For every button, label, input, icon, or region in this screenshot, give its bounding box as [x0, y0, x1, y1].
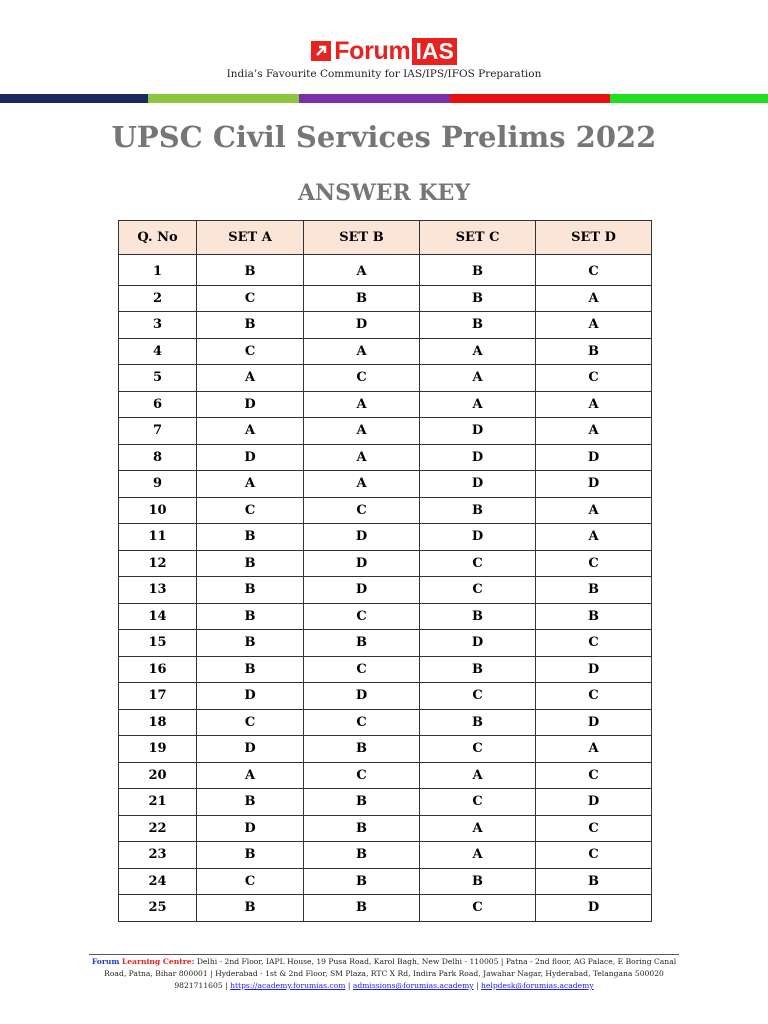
- table-row: [119, 603, 652, 630]
- strip-segment: [610, 94, 768, 103]
- answer-cell: B: [304, 842, 420, 869]
- answer-cell: C: [536, 365, 652, 392]
- answer-cell: A: [536, 497, 652, 524]
- answer-cell: B: [420, 656, 536, 683]
- answer-cell: C: [536, 683, 652, 710]
- answer-cell: A: [420, 762, 536, 789]
- answer-cell: D: [536, 789, 652, 816]
- answer-cell: C: [197, 868, 304, 895]
- question-number-cell: 12: [119, 550, 197, 577]
- header-set-c: SET C: [420, 221, 536, 255]
- footer-divider: [89, 954, 679, 955]
- answer-cell: B: [304, 285, 420, 312]
- answer-cell: B: [197, 603, 304, 630]
- arrow-up-right-icon: [311, 41, 331, 61]
- answer-cell: D: [420, 418, 536, 445]
- table-row: [119, 255, 652, 286]
- answer-cell: C: [304, 709, 420, 736]
- footer-separator: |: [347, 981, 351, 990]
- answer-cell: D: [420, 444, 536, 471]
- answer-cell: A: [536, 524, 652, 551]
- answer-cell: C: [304, 656, 420, 683]
- answer-cell: B: [197, 656, 304, 683]
- question-number-cell: 4: [119, 338, 197, 365]
- question-number-cell: 3: [119, 312, 197, 339]
- logo: [0, 37, 768, 67]
- answer-cell: B: [420, 709, 536, 736]
- question-number-cell: 24: [119, 868, 197, 895]
- table-row: [119, 709, 652, 736]
- table-row: [119, 842, 652, 869]
- footer-link-helpdesk[interactable]: helpdesk@forumias.academy: [481, 981, 594, 990]
- table-row: [119, 683, 652, 710]
- strip-segment: [148, 94, 299, 103]
- answer-cell: D: [420, 524, 536, 551]
- footer-separator: |: [476, 981, 479, 990]
- table-row: [119, 497, 652, 524]
- answer-cell: C: [304, 762, 420, 789]
- answer-cell: D: [536, 895, 652, 922]
- logo-forum-text: Forum: [334, 37, 411, 65]
- answer-cell: B: [420, 255, 536, 286]
- answer-cell: D: [536, 444, 652, 471]
- question-number-cell: 7: [119, 418, 197, 445]
- answer-cell: D: [304, 550, 420, 577]
- answer-cell: D: [304, 683, 420, 710]
- answer-cell: B: [536, 603, 652, 630]
- answer-cell: B: [197, 524, 304, 551]
- answer-cell: B: [304, 868, 420, 895]
- table-row: [119, 444, 652, 471]
- answer-cell: C: [536, 630, 652, 657]
- answer-cell: B: [197, 789, 304, 816]
- answer-cell: A: [536, 736, 652, 763]
- answer-cell: A: [420, 842, 536, 869]
- table-row: [119, 577, 652, 604]
- question-number-cell: 18: [119, 709, 197, 736]
- answer-cell: A: [304, 338, 420, 365]
- answer-cell: C: [420, 789, 536, 816]
- answer-cell: C: [420, 550, 536, 577]
- answer-cell: D: [536, 471, 652, 498]
- answer-cell: B: [420, 868, 536, 895]
- header-qno: Q. No: [119, 221, 197, 255]
- answer-cell: C: [536, 762, 652, 789]
- color-strip: [0, 94, 768, 103]
- table-row: [119, 895, 652, 922]
- header-set-b: SET B: [304, 221, 420, 255]
- footer-address: Delhi - 2nd Floor, IAPL House, 19 Pusa Road, Karol Bagh, New Delhi - 110005 | Patna - 2nd floor, AG Palace, E Boring Canal Road, Patna, Bihar 800001 | Hyderabad - 1st & 2nd Floor, SM Plaza, RTC X Rd, Indira Park Road, Jawahar Nagar, Hyderabad, Telangana 500020: [104, 957, 677, 978]
- question-number-cell: 21: [119, 789, 197, 816]
- answer-cell: C: [536, 815, 652, 842]
- strip-segment: [450, 94, 610, 103]
- answer-cell: C: [420, 683, 536, 710]
- table-row: [119, 762, 652, 789]
- answer-cell: C: [197, 709, 304, 736]
- answer-cell: A: [420, 391, 536, 418]
- question-number-cell: 11: [119, 524, 197, 551]
- answer-cell: D: [197, 683, 304, 710]
- page-subtitle: ANSWER KEY: [297, 180, 471, 206]
- answer-cell: C: [197, 338, 304, 365]
- answer-cell: A: [304, 444, 420, 471]
- answer-cell: D: [420, 630, 536, 657]
- table-row: [119, 656, 652, 683]
- table-row: [119, 789, 652, 816]
- answer-cell: A: [536, 312, 652, 339]
- answer-cell: B: [536, 868, 652, 895]
- answer-cell: A: [536, 391, 652, 418]
- answer-cell: D: [197, 736, 304, 763]
- answer-cell: B: [197, 577, 304, 604]
- answer-cell: D: [197, 391, 304, 418]
- logo-ias-text: IAS: [412, 38, 456, 65]
- answer-cell: B: [536, 577, 652, 604]
- question-number-cell: 14: [119, 603, 197, 630]
- table-body: [119, 255, 652, 922]
- footer-link-admissions[interactable]: admissions@forumias.academy: [352, 981, 474, 990]
- answer-cell: B: [197, 312, 304, 339]
- answer-cell: B: [420, 603, 536, 630]
- footer-link-site[interactable]: https://academy.forumias.com: [230, 981, 346, 990]
- answer-cell: D: [304, 524, 420, 551]
- answer-cell: D: [197, 444, 304, 471]
- answer-cell: B: [197, 550, 304, 577]
- question-number-cell: 6: [119, 391, 197, 418]
- tagline: India’s Favourite Community for IAS/IPS/IFOS Preparation: [226, 68, 542, 80]
- question-number-cell: 19: [119, 736, 197, 763]
- answer-cell: D: [536, 709, 652, 736]
- answer-cell: A: [197, 365, 304, 392]
- answer-cell: B: [304, 815, 420, 842]
- question-number-cell: 16: [119, 656, 197, 683]
- table-row: [119, 338, 652, 365]
- answer-cell: A: [197, 762, 304, 789]
- table-header-row: [119, 221, 652, 255]
- table-row: [119, 736, 652, 763]
- footer-separator: |: [225, 981, 228, 990]
- answer-cell: B: [304, 736, 420, 763]
- answer-cell: A: [197, 471, 304, 498]
- question-number-cell: 10: [119, 497, 197, 524]
- answer-cell: D: [536, 656, 652, 683]
- answer-cell: A: [304, 255, 420, 286]
- answer-cell: A: [536, 285, 652, 312]
- table-row: [119, 312, 652, 339]
- answer-cell: B: [536, 338, 652, 365]
- strip-segment: [299, 94, 450, 103]
- answer-cell: B: [304, 630, 420, 657]
- table-row: [119, 365, 652, 392]
- answer-cell: A: [304, 418, 420, 445]
- answer-cell: C: [536, 842, 652, 869]
- answer-cell: C: [420, 895, 536, 922]
- answer-cell: C: [304, 603, 420, 630]
- table-row: [119, 524, 652, 551]
- footer-brand-forum: Forum: [91, 957, 120, 966]
- answer-cell: D: [420, 471, 536, 498]
- footer-colon: :: [191, 957, 195, 966]
- answer-cell: C: [304, 497, 420, 524]
- answer-cell: C: [420, 736, 536, 763]
- footer-brand-learning: Learning Centre: [121, 957, 192, 966]
- answer-cell: B: [304, 895, 420, 922]
- answer-cell: A: [304, 391, 420, 418]
- page-title: UPSC Civil Services Prelims 2022: [111, 120, 657, 154]
- question-number-cell: 25: [119, 895, 197, 922]
- answer-cell: D: [304, 312, 420, 339]
- answer-cell: B: [197, 630, 304, 657]
- table-row: [119, 391, 652, 418]
- answer-cell: A: [304, 471, 420, 498]
- header-set-d: SET D: [536, 221, 652, 255]
- question-number-cell: 20: [119, 762, 197, 789]
- answer-cell: A: [420, 338, 536, 365]
- question-number-cell: 8: [119, 444, 197, 471]
- answer-cell: B: [197, 842, 304, 869]
- answer-key-table: [118, 220, 652, 922]
- answer-cell: A: [197, 418, 304, 445]
- question-number-cell: 1: [119, 255, 197, 286]
- answer-cell: C: [420, 577, 536, 604]
- question-number-cell: 9: [119, 471, 197, 498]
- answer-cell: A: [420, 815, 536, 842]
- answer-cell: C: [536, 255, 652, 286]
- question-number-cell: 15: [119, 630, 197, 657]
- table-row: [119, 471, 652, 498]
- answer-cell: B: [197, 895, 304, 922]
- table-row: [119, 815, 652, 842]
- table-row: [119, 418, 652, 445]
- question-number-cell: 13: [119, 577, 197, 604]
- answer-cell: B: [420, 312, 536, 339]
- answer-cell: A: [536, 418, 652, 445]
- answer-cell: C: [197, 497, 304, 524]
- header-set-a: SET A: [197, 221, 304, 255]
- answer-cell: A: [420, 365, 536, 392]
- table-row: [119, 550, 652, 577]
- answer-cell: C: [304, 365, 420, 392]
- question-number-cell: 2: [119, 285, 197, 312]
- table-row: [119, 285, 652, 312]
- question-number-cell: 17: [119, 683, 197, 710]
- footer-phone: 9821711605: [174, 981, 223, 990]
- strip-segment: [0, 94, 148, 103]
- answer-cell: B: [420, 497, 536, 524]
- answer-cell: D: [304, 577, 420, 604]
- table-row: [119, 630, 652, 657]
- footer: [89, 956, 679, 992]
- table-row: [119, 868, 652, 895]
- answer-cell: B: [197, 255, 304, 286]
- answer-cell: B: [420, 285, 536, 312]
- answer-cell: B: [304, 789, 420, 816]
- answer-cell: C: [536, 550, 652, 577]
- answer-cell: C: [197, 285, 304, 312]
- question-number-cell: 22: [119, 815, 197, 842]
- question-number-cell: 5: [119, 365, 197, 392]
- answer-cell: D: [197, 815, 304, 842]
- question-number-cell: 23: [119, 842, 197, 869]
